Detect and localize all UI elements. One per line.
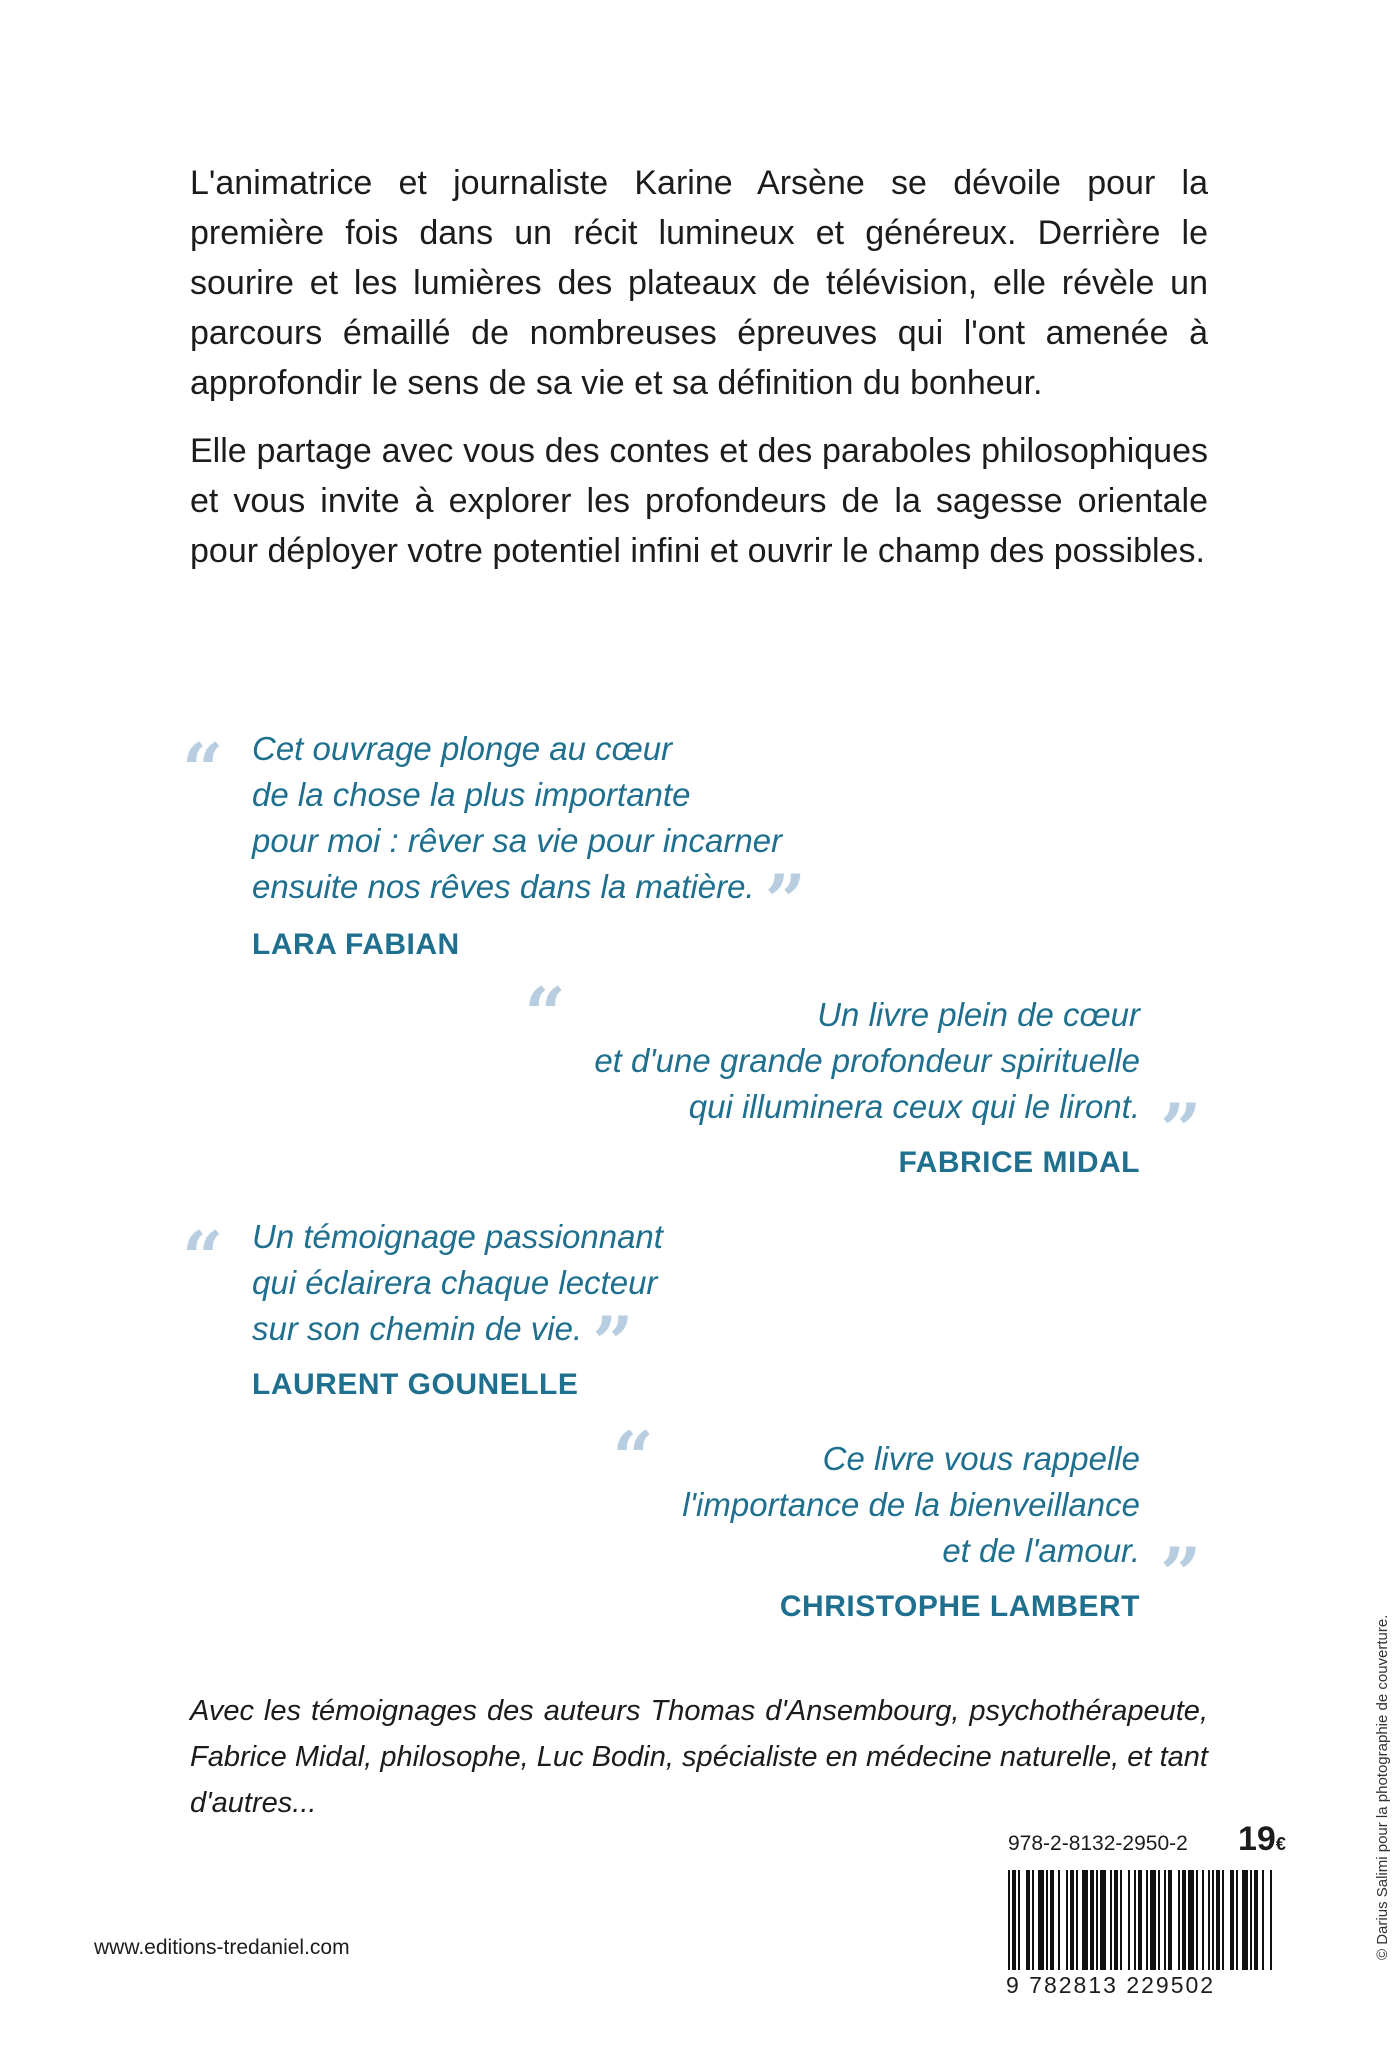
barcode-bar <box>1182 1870 1186 1980</box>
testimonial-author: LARA FABIAN <box>252 928 460 961</box>
barcode-bar <box>1230 1870 1234 1980</box>
barcode-bar <box>1026 1870 1030 1980</box>
intro-paragraph-2: Elle partage avec vous des contes et des paraboles philosophiques et vous invite à explorer les profondeurs de la sagesse orientale pour déployer votre potentiel infini et ouvrir le champ des possibles. <box>190 432 1208 570</box>
testimonial-line: qui éclairera chaque lecteur <box>252 1264 658 1301</box>
barcode-bar <box>1208 1870 1210 1980</box>
barcode-bar <box>1250 1870 1252 1980</box>
testimonial-4: “ Ce livre vous rappelle l'importance de la bienveillance et de l'amour. <box>682 1436 1140 1574</box>
barcode-bar <box>1146 1870 1148 1980</box>
barcode-bar <box>1096 1870 1098 1980</box>
price-value: 19 <box>1238 1820 1276 1858</box>
testimonial-line: qui illuminera ceux qui le liront. <box>688 1088 1140 1125</box>
barcode-bar <box>1120 1870 1122 1980</box>
testimonial-author: LAURENT GOUNELLE <box>252 1368 579 1401</box>
publisher-website: www.editions-tredaniel.com <box>94 1936 350 1959</box>
barcode-bar <box>1158 1870 1160 1980</box>
barcode-bar <box>1128 1870 1130 1980</box>
barcode-bar <box>1212 1870 1214 1980</box>
barcode-bar <box>1178 1870 1180 1980</box>
price-label <box>1238 1820 1286 1859</box>
barcode-bar <box>1100 1870 1106 1980</box>
barcode-bar <box>1012 1870 1016 1980</box>
barcode-bar <box>1138 1870 1142 1980</box>
testimonial-line: sur son chemin de vie. <box>252 1310 583 1347</box>
barcode-bar <box>1032 1870 1034 1980</box>
barcode-block <box>1006 1820 1286 1998</box>
barcode-bar <box>1076 1870 1078 1980</box>
contributors-note: Avec les témoignages des auteurs Thomas d'Ansembourg, psychothérapeute, Fabrice Midal, philosophe, Luc Bodin, spécialiste en médecine naturelle, et tant d'autres... <box>190 1695 1208 1819</box>
barcode-bar <box>1254 1870 1258 1980</box>
testimonial-line: Un témoignage passionnant <box>252 1218 663 1255</box>
barcode-bar <box>1082 1870 1088 1980</box>
barcode-bar <box>1090 1870 1094 1980</box>
barcode-bar <box>1046 1870 1048 1980</box>
price-currency: € <box>1275 1834 1286 1854</box>
barcode-bar <box>1262 1870 1264 1980</box>
testimonial-author: CHRISTOPHE LAMBERT <box>779 1590 1140 1623</box>
testimonial-2: “ Un livre plein de cœur et d'une grande profondeur spirituelle qui illuminera ceux qui le liront. <box>594 992 1140 1130</box>
testimonial-line: ensuite nos rêves dans la matière. <box>252 868 755 905</box>
barcode-bar <box>1222 1870 1224 1980</box>
barcode-bar <box>1066 1870 1068 1980</box>
testimonial-line: l'importance de la bienveillance <box>682 1486 1140 1523</box>
isbn-number: 978-2-8132-2950-2 <box>1008 1832 1188 1855</box>
barcode-bar <box>1242 1870 1248 1980</box>
testimonial-3: “ Un témoignage passionnant qui éclairera chaque lecteur sur son chemin de vie. ” <box>182 1215 663 1385</box>
barcode-bar <box>1150 1870 1156 1980</box>
testimonial-line: Cet ouvrage plonge au cœur <box>252 730 673 767</box>
testimonial-line: pour moi : rêver sa vie pour incarner <box>252 822 783 859</box>
barcode-bar <box>1164 1870 1166 1980</box>
barcode-bar <box>1038 1870 1044 1980</box>
barcode-bar <box>1070 1870 1074 1980</box>
testimonial-line: de la chose la plus importante <box>252 776 691 813</box>
testimonial-line: et d'une grande profondeur spirituelle <box>594 1042 1140 1079</box>
barcode-bar <box>1008 1870 1010 1980</box>
testimonial-author: FABRICE MIDAL <box>898 1146 1140 1179</box>
barcode-bar <box>1018 1870 1020 1980</box>
barcode-digits: 9 782813 229502 <box>1006 1970 1282 1999</box>
barcode-bar <box>1196 1870 1198 1980</box>
barcode-bar <box>1168 1870 1172 1980</box>
barcode-bar <box>1188 1870 1194 1980</box>
back-cover: L'animatrice et journaliste Karine Arsène se dévoile pour la première fois dans un récit lumineux et généreux. Derrière le sourire et les lumières des plateaux de télévision, elle révèle un parcours émaillé de nombreuses épreuves qui l'ont amenée à approfondir le sens de sa vie et sa définition du bonheur. Elle partage avec vous des contes et des paraboles philosophiques et vous invite à explorer les profondeurs de la sagesse orientale pour déployer votre potentiel infini et ouvrir le champ des possibles. “ Cet ouvrage plonge au cœur de la chose la plus importante pour moi : rêver sa vie pour incarner ensuite nos rêves dans la matière. ” LARA FABIAN “ Un livre plein de cœur et d'une grande profondeur spirituelle qui illuminera ceux qui le liront. ” FABRICE MIDAL “ Un témoignage passionnant qui éclairera chaque lecteur sur son chemin de vie. ” LAURENT GOUNELLE “ Ce livre vous rappelle l'importance de la bienveillance et de l'amour. ” CHRISTOPHE LAMBERT Avec les témoignages des auteurs Thomas d'Ansembourg, psychothérapeute, Fabrice Midal, philosophe, Luc Bodin, spécialiste en médecine naturelle, et tant d'autres... 978-2-8132-2950-2 19€ 9 782813 229502 www.editions-tredaniel.com © Darius Salimi pour la photographie de couverture. <box>0 0 1400 2050</box>
barcode-bar <box>1134 1870 1136 1980</box>
testimonial-1: “ Cet ouvrage plonge au cœur de la chose la plus importante pour moi : rêver sa vie pour incarner ensuite nos rêves dans la matière. ” <box>182 727 801 943</box>
testimonial-line: Ce livre vous rappelle <box>822 1440 1140 1477</box>
barcode-bar <box>1114 1870 1118 1980</box>
barcode-bar <box>1050 1870 1054 1980</box>
photo-credit: © Darius Salimi pour la photographie de couverture. <box>1374 1614 1391 1960</box>
barcode-image <box>1006 1870 1278 1980</box>
barcode-bar <box>1216 1870 1220 1980</box>
testimonial-line: et de l'amour. <box>942 1532 1140 1569</box>
intro-paragraph-1: L'animatrice et journaliste Karine Arsène se dévoile pour la première fois dans un récit lumineux et généreux. Derrière le sourire et les lumières des plateaux de télévision, elle révèle un parcours émaillé de nombreuses épreuves qui l'ont amenée à approfondir le sens de sa vie et sa définition du bonheur. <box>190 164 1208 402</box>
testimonial-line: Un livre plein de cœur <box>817 996 1140 1033</box>
barcode-bar <box>1270 1870 1272 1980</box>
barcode-bar <box>1110 1870 1112 1980</box>
barcode-bar <box>1058 1870 1060 1980</box>
intro-text <box>190 158 1208 594</box>
barcode-bar <box>1202 1870 1204 1980</box>
barcode-bar <box>1236 1870 1238 1980</box>
